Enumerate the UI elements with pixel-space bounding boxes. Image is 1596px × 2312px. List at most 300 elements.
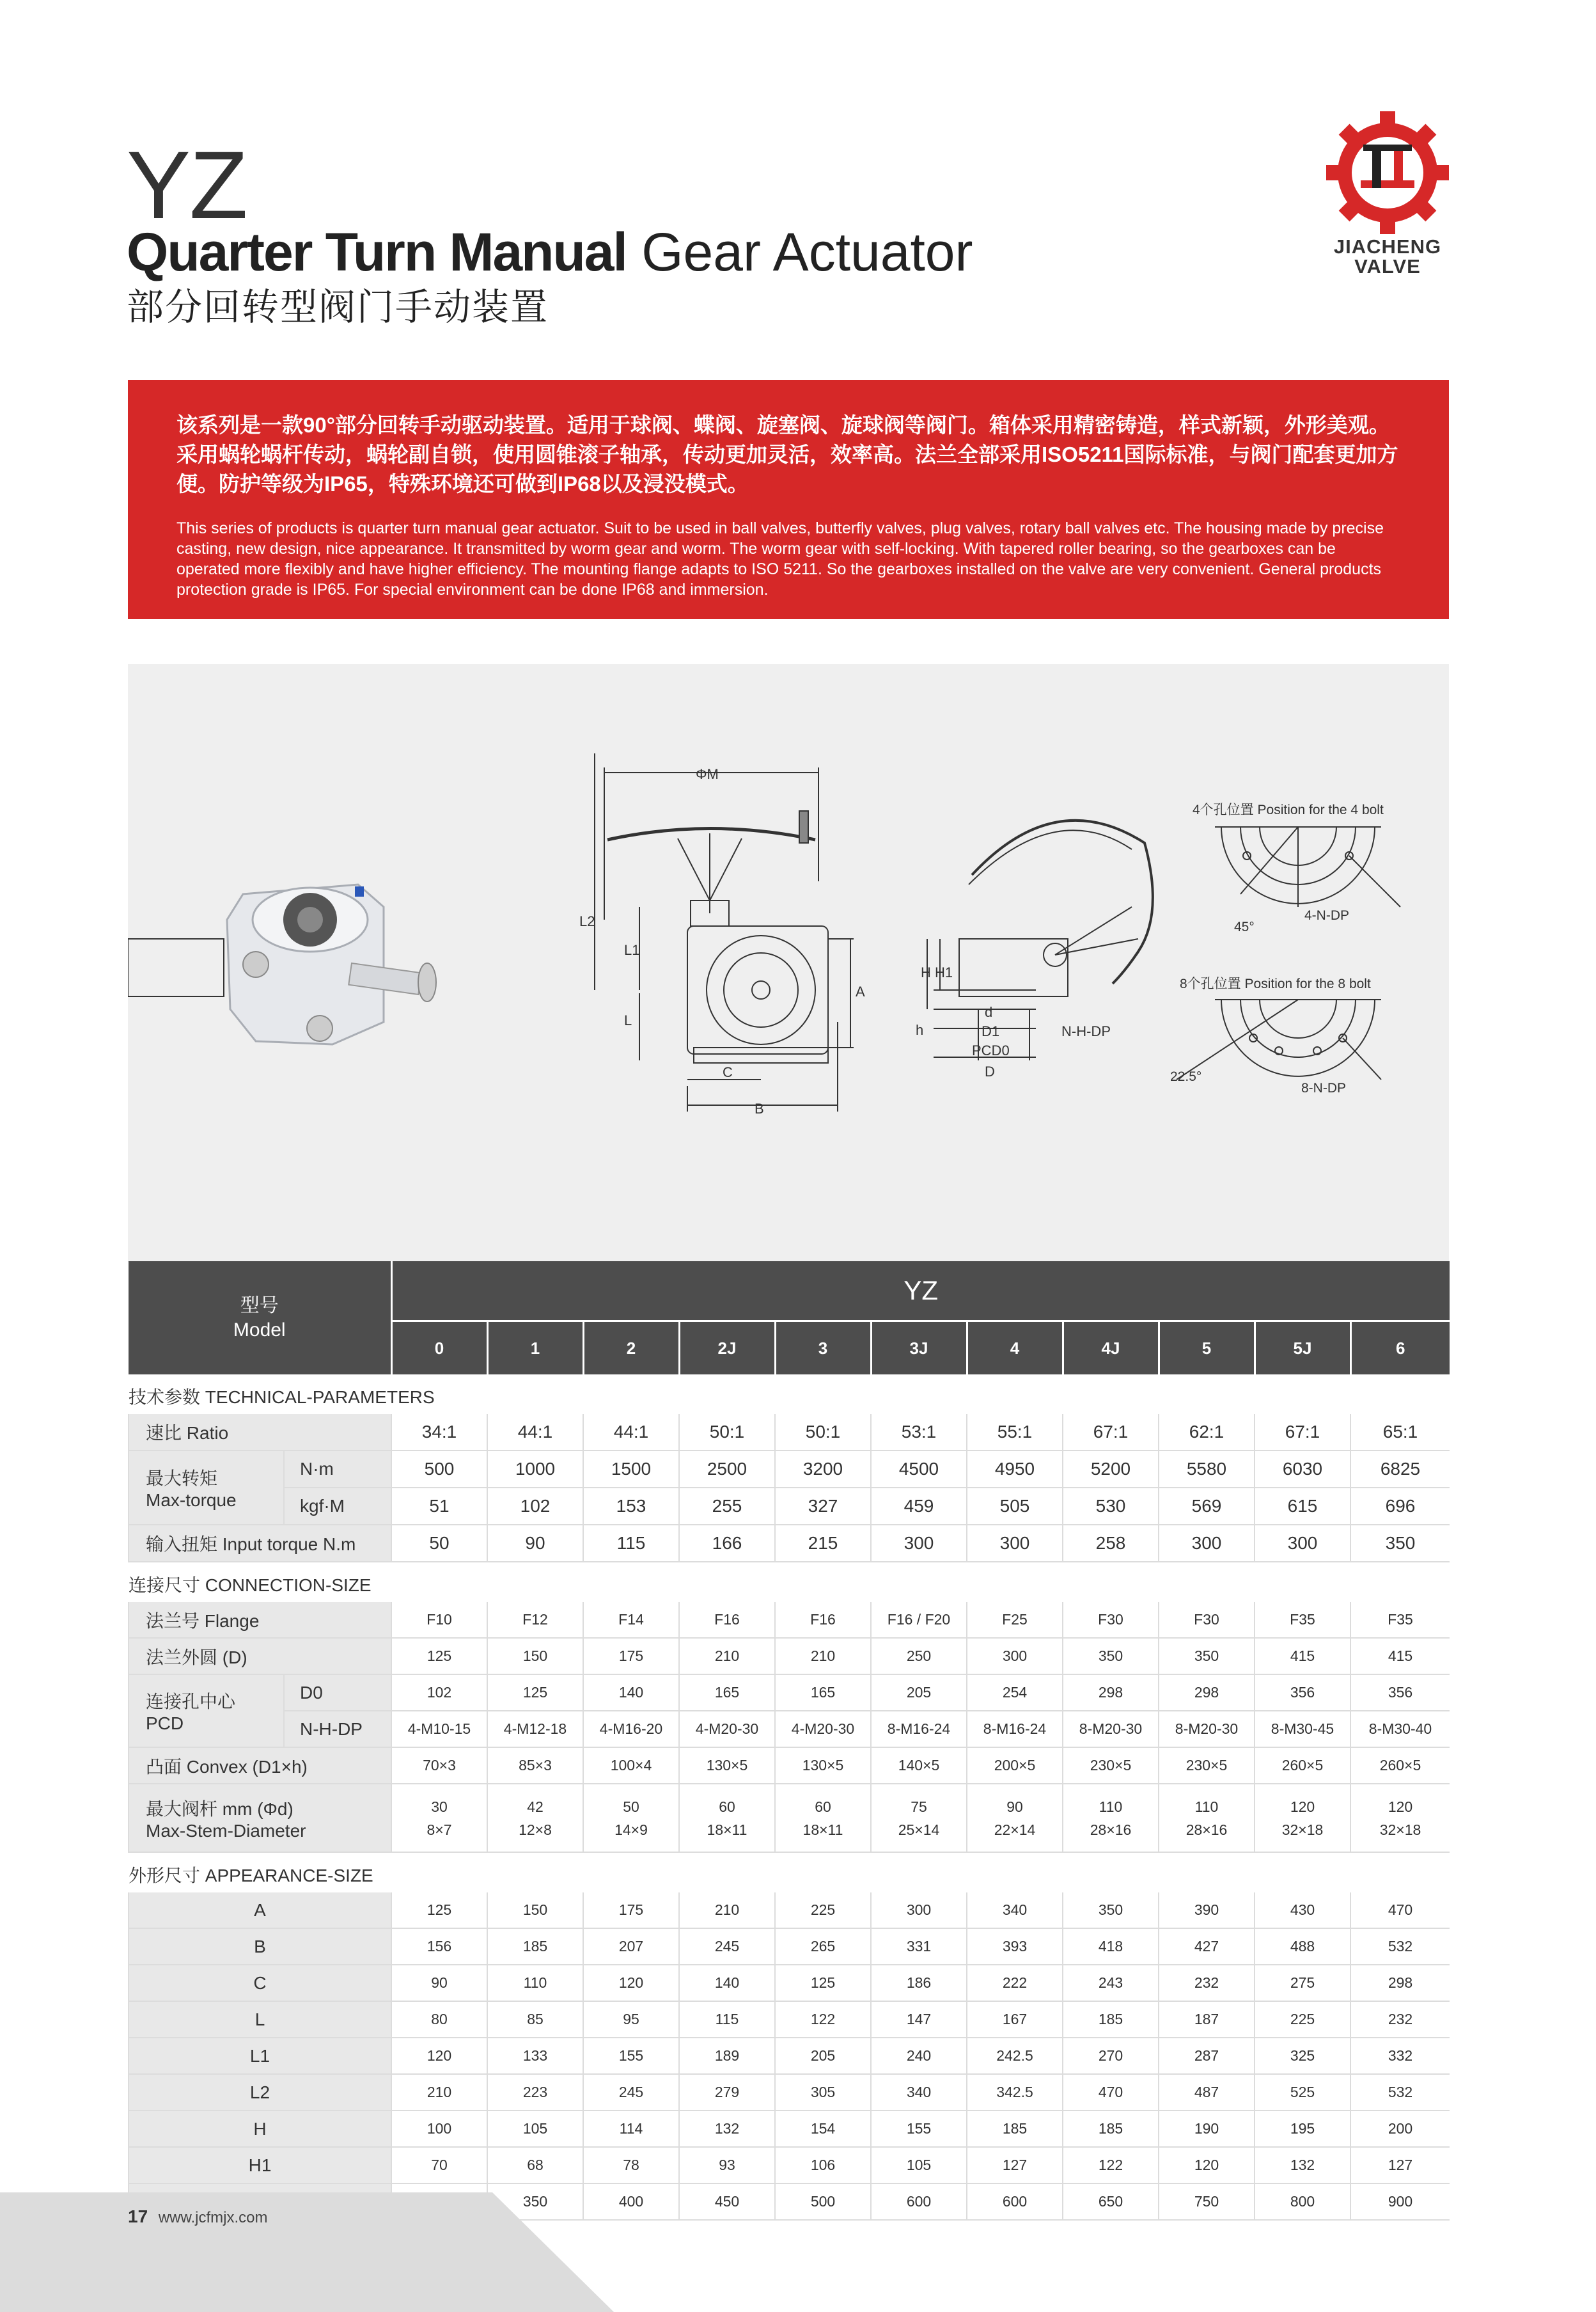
pcd-cn: 连接孔中心 [146, 1692, 236, 1711]
intro-box [128, 380, 1449, 619]
table-cell: 155 [583, 2038, 679, 2074]
spec-table [128, 1261, 1449, 2221]
table-cell: 300 [1159, 1525, 1255, 1562]
table-cell: 500 [775, 2183, 871, 2220]
unit-label: N·m [284, 1451, 391, 1488]
table-cell: 90 [391, 1965, 487, 2001]
row-max-torque-kgf [129, 1488, 1450, 1525]
row-appear [129, 2074, 1450, 2111]
row-label: 凸面 Convex (D1×h) [129, 1747, 391, 1784]
table-cell: 186 [871, 1965, 967, 2001]
table-cell: 175 [583, 1638, 679, 1674]
table-cell: 532 [1350, 1928, 1450, 1965]
table-cell: 140 [679, 1965, 775, 2001]
table-cell: 242.5 [967, 2038, 1063, 2074]
table-cell [1350, 1784, 1450, 1852]
table-cell: 115 [679, 2001, 775, 2038]
label-four-ndp: 4-N-DP [1304, 908, 1350, 923]
table-cell: 70×3 [391, 1747, 487, 1784]
gearbox-photo [227, 885, 436, 1044]
table-cell: 250 [871, 1638, 967, 1674]
table-cell: 122 [1063, 2147, 1159, 2183]
table-cell: 105 [487, 2111, 583, 2147]
company-logo [1324, 109, 1451, 278]
table-cell: F12 [487, 1602, 583, 1638]
table-cell: 532 [1350, 2074, 1450, 2111]
table-cell: 505 [967, 1488, 1063, 1525]
row-label [129, 1784, 391, 1852]
table-cell: 260×5 [1255, 1747, 1350, 1784]
row-flange-od [129, 1638, 1450, 1674]
label-d1: D1 [982, 1023, 1000, 1039]
table-cell: 100 [391, 2111, 487, 2147]
row-max-stem [129, 1784, 1450, 1852]
table-cell: 600 [967, 2183, 1063, 2220]
row-label [129, 1674, 284, 1747]
col-header: 3J [871, 1321, 967, 1375]
row-label [129, 1451, 284, 1525]
stem-diameter: 42 [527, 1798, 544, 1815]
table-cell: 200×5 [967, 1747, 1063, 1784]
table-cell: 450 [679, 2183, 775, 2220]
table-cell: 210 [391, 2074, 487, 2111]
table-cell: 127 [1350, 2147, 1450, 2183]
footer [128, 2206, 268, 2227]
table-cell: 222 [967, 1965, 1063, 2001]
intro-cn: 该系列是一款90°部分回转手动驱动装置。适用于球阀、蝶阀、旋塞阀、旋球阀等阀门。箱体采用精密铸造，样式新颖，外形美观。采用蜗轮蜗杆传动，蜗轮副自锁，使用圆锥滚子轴承，传动更加灵活，效率高。法兰全部采用ISO5211国际标准，与阀门配套更加方便。防护等级为IP65，特殊环境还可做到IP68以及浸没模式。 [176, 413, 1398, 496]
product-figure [128, 664, 1449, 1262]
table-cell: 8-M20-30 [1159, 1711, 1255, 1747]
product-title-cn: 部分回转型阀门手动装置 [127, 287, 549, 328]
table-cell: 245 [583, 2074, 679, 2111]
side-view [595, 753, 854, 1112]
table-cell: 120 [583, 1965, 679, 2001]
table-cell: 155 [871, 2111, 967, 2147]
table-cell: 4-M20-30 [679, 1711, 775, 1747]
label-d-big: D [985, 1064, 995, 1080]
table-cell: 133 [487, 2038, 583, 2074]
table-cell: 300 [871, 1892, 967, 1928]
table-cell: 154 [775, 2111, 871, 2147]
table-cell: 300 [967, 1525, 1063, 1562]
table-cell: 5580 [1159, 1451, 1255, 1488]
table-cell: F30 [1063, 1602, 1159, 1638]
col-header: 4 [967, 1321, 1063, 1375]
label-l2: L2 [579, 913, 595, 929]
table-cell [1063, 1784, 1159, 1852]
table-cell: 2500 [679, 1451, 775, 1488]
table-cell: 125 [775, 1965, 871, 2001]
table-cell: 85×3 [487, 1747, 583, 1784]
table-cell: 8-M20-30 [1063, 1711, 1159, 1747]
table-cell: 415 [1350, 1638, 1450, 1674]
stem-key: 18×11 [707, 1821, 747, 1838]
stem-key: 25×14 [898, 1821, 940, 1838]
table-cell: 3200 [775, 1451, 871, 1488]
label-b: B [755, 1101, 764, 1117]
table-cell [1159, 1784, 1255, 1852]
table-cell: 44:1 [487, 1414, 583, 1451]
table-cell: 298 [1063, 1674, 1159, 1711]
table-cell [487, 1784, 583, 1852]
table-cell: 132 [679, 2111, 775, 2147]
table-cell [679, 1784, 775, 1852]
section-tech: 技术参数 TECHNICAL-PARAMETERS [129, 1374, 1450, 1414]
logo-line1: JIACHENG [1333, 235, 1442, 258]
row-appear [129, 1965, 1450, 2001]
table-cell: 225 [1255, 2001, 1350, 2038]
table-cell: 243 [1063, 1965, 1159, 2001]
table-cell: 487 [1159, 2074, 1255, 2111]
table-cell: 418 [1063, 1928, 1159, 1965]
table-cell [775, 1784, 871, 1852]
table-cell: 340 [871, 2074, 967, 2111]
table-cell: 62:1 [1159, 1414, 1255, 1451]
row-label: L [129, 2001, 391, 2038]
table-cell: 185 [967, 2111, 1063, 2147]
table-cell: 300 [871, 1525, 967, 1562]
table-cell: 115 [583, 1525, 679, 1562]
table-cell: 166 [679, 1525, 775, 1562]
label-h1: H1 [935, 964, 953, 980]
stem-diameter: 75 [911, 1798, 927, 1815]
table-cell: 225 [775, 1892, 871, 1928]
label-four-bolt: 4个孔位置 Position for the 4 bolt [1193, 803, 1384, 817]
table-cell: 85 [487, 2001, 583, 2038]
table-cell: 245 [679, 1928, 775, 1965]
table-cell: 127 [967, 2147, 1063, 2183]
model-header [129, 1261, 391, 1374]
stem-diameter: 120 [1388, 1798, 1413, 1815]
table-cell: 80 [391, 2001, 487, 2038]
table-cell: 8-M30-40 [1350, 1711, 1450, 1747]
table-cell: F35 [1350, 1602, 1450, 1638]
label-a: A [856, 984, 865, 1000]
row-input-torque [129, 1525, 1450, 1562]
table-cell: 50:1 [679, 1414, 775, 1451]
table-cell: 200 [1350, 2111, 1450, 2147]
table-cell: 600 [871, 2183, 967, 2220]
table-cell: 167 [967, 2001, 1063, 2038]
table-cell: 68 [487, 2147, 583, 2183]
col-header: 4J [1063, 1321, 1159, 1375]
table-cell: 67:1 [1063, 1414, 1159, 1451]
label-angle225: 22.5° [1170, 1069, 1202, 1084]
table-cell: 120 [1159, 2147, 1255, 2183]
table-cell: F16 [775, 1602, 871, 1638]
table-cell: 350 [487, 2183, 583, 2220]
table-cell: 210 [679, 1638, 775, 1674]
stem-key: 28×16 [1090, 1821, 1132, 1838]
label-h-small: h [916, 1022, 924, 1038]
table-cell: 106 [775, 2147, 871, 2183]
row-pcd-d0 [129, 1674, 1450, 1711]
table-cell: 298 [1159, 1674, 1255, 1711]
table-cell: 55:1 [967, 1414, 1063, 1451]
row-label: 法兰外圆 (D) [129, 1638, 391, 1674]
table-cell: F14 [583, 1602, 679, 1638]
col-header: 2J [679, 1321, 775, 1375]
row-label: 输入扭矩 Input torque N.m [129, 1525, 391, 1562]
model-cn: 型号 [240, 1294, 279, 1316]
table-cell: 530 [1063, 1488, 1159, 1525]
table-cell: 125 [391, 1892, 487, 1928]
table-cell [391, 1784, 487, 1852]
row-flange [129, 1602, 1450, 1638]
table-cell: 415 [1255, 1638, 1350, 1674]
table-cell: 130×5 [679, 1747, 775, 1784]
table-cell: 4-M12-18 [487, 1711, 583, 1747]
row-convex [129, 1747, 1450, 1784]
table-cell: 650 [1063, 2183, 1159, 2220]
table-cell: 400 [583, 2183, 679, 2220]
table-cell: 342.5 [967, 2074, 1063, 2111]
table-cell: 189 [679, 2038, 775, 2074]
max-stem-cn: 最大阀杆 mm (Φd) [146, 1798, 293, 1819]
table-cell: 305 [775, 2074, 871, 2111]
max-torque-cn: 最大转矩 [146, 1468, 218, 1488]
table-cell: 215 [775, 1525, 871, 1562]
stem-diameter: 60 [719, 1798, 735, 1815]
stem-key: 8×7 [426, 1821, 452, 1838]
stem-diameter: 90 [1006, 1798, 1023, 1815]
table-cell: 140×5 [871, 1747, 967, 1784]
table-cell: F16 / F20 [871, 1602, 967, 1638]
table-cell: 230×5 [1063, 1747, 1159, 1784]
table-cell: F35 [1255, 1602, 1350, 1638]
footer-band [0, 2192, 614, 2312]
table-cell: 356 [1255, 1674, 1350, 1711]
table-cell: 223 [487, 2074, 583, 2111]
stem-diameter: 110 [1099, 1798, 1123, 1815]
table-cell: 270 [1063, 2038, 1159, 2074]
row-label: H1 [129, 2147, 391, 2183]
unit-label: D0 [284, 1674, 391, 1711]
stem-diameter: 120 [1290, 1798, 1315, 1815]
table-cell: 102 [391, 1674, 487, 1711]
table-cell: 750 [1159, 2183, 1255, 2220]
title-bold: Quarter Turn Manual [127, 222, 627, 282]
table-cell: 300 [967, 1638, 1063, 1674]
table-cell: 132 [1255, 2147, 1350, 2183]
table-cell [871, 1784, 967, 1852]
table-cell: F30 [1159, 1602, 1255, 1638]
stem-key: 14×9 [614, 1821, 648, 1838]
table-cell: 356 [1350, 1674, 1450, 1711]
col-header: 5 [1159, 1321, 1255, 1375]
table-cell: 53:1 [871, 1414, 967, 1451]
stem-diameter: 60 [815, 1798, 831, 1815]
stem-key: 18×11 [802, 1821, 843, 1838]
table-cell: 232 [1350, 2001, 1450, 2038]
row-label: 法兰号 Flange [129, 1602, 391, 1638]
table-cell: 6825 [1350, 1451, 1450, 1488]
table-cell: 470 [1350, 1892, 1450, 1928]
unit-label: N-H-DP [284, 1711, 391, 1747]
series-header: YZ [391, 1261, 1450, 1321]
stem-key: 32×18 [1379, 1821, 1421, 1838]
row-label: 速比 Ratio [129, 1414, 391, 1451]
stem-key: 22×14 [994, 1821, 1036, 1838]
table-cell: 34:1 [391, 1414, 487, 1451]
row-appear [129, 2001, 1450, 2038]
label-eight-ndp: 8-N-DP [1301, 1081, 1347, 1096]
section-appear: 外形尺寸 APPEARANCE-SIZE [129, 1852, 1450, 1892]
table-cell: 4-M20-30 [775, 1711, 871, 1747]
unit-label: kgf·M [284, 1488, 391, 1525]
table-cell: 70 [391, 2147, 487, 2183]
table-cell: 153 [583, 1488, 679, 1525]
table-cell: 185 [487, 1928, 583, 1965]
col-header: 5J [1255, 1321, 1350, 1375]
table-cell: 65:1 [1350, 1414, 1450, 1451]
table-cell: 4500 [871, 1451, 967, 1488]
table-cell: 78 [583, 2147, 679, 2183]
stem-diameter: 50 [623, 1798, 639, 1815]
table-cell: 1500 [583, 1451, 679, 1488]
table-cell: 500 [391, 1451, 487, 1488]
label-c: C [723, 1064, 733, 1080]
table-cell: 5200 [1063, 1451, 1159, 1488]
table-cell: 90 [487, 1525, 583, 1562]
table-cell: 265 [775, 1928, 871, 1965]
table-cell: 8-M30-45 [1255, 1711, 1350, 1747]
series-title: YZ [127, 131, 247, 239]
table-cell: 125 [391, 1638, 487, 1674]
table-cell: 430 [1255, 1892, 1350, 1928]
table-cell [1255, 1784, 1350, 1852]
table-cell: 240 [871, 2038, 967, 2074]
row-label: B [129, 1928, 391, 1965]
logo-line2: VALVE [1354, 255, 1421, 278]
table-cell: 44:1 [583, 1414, 679, 1451]
stem-diameter: 30 [431, 1798, 448, 1815]
stem-key: 28×16 [1185, 1821, 1228, 1838]
table-cell: 190 [1159, 2111, 1255, 2147]
table-cell: 4-M10-15 [391, 1711, 487, 1747]
table-cell: 165 [679, 1674, 775, 1711]
row-appear [129, 2147, 1450, 2183]
table-cell: 95 [583, 2001, 679, 2038]
table-cell: 6030 [1255, 1451, 1350, 1488]
website-url: www.jcfmjx.com [158, 2209, 268, 2226]
table-cell: 331 [871, 1928, 967, 1965]
row-appear [129, 2111, 1450, 2147]
row-appear [129, 1892, 1450, 1928]
table-cell: 254 [967, 1674, 1063, 1711]
row-pcd-nhdp [129, 1711, 1450, 1747]
table-cell: 525 [1255, 2074, 1350, 2111]
table-cell: 150 [487, 1638, 583, 1674]
table-cell: 350 [1063, 1892, 1159, 1928]
table-cell: 470 [1063, 2074, 1159, 2111]
table-cell: 287 [1159, 2038, 1255, 2074]
table-cell: F16 [679, 1602, 775, 1638]
table-cell: 130×5 [775, 1747, 871, 1784]
technical-drawing [128, 664, 1449, 1262]
table-cell: 260×5 [1350, 1747, 1450, 1784]
table-cell: 275 [1255, 1965, 1350, 2001]
intro-en: This series of products is quarter turn manual gear actuator. Suit to be used in ball valves, butterfly valves, plug valves, rotary ball valves etc. The housing made by precise casting, new design, nice appearance. It transmitted by worm gear and worm. The worm gear with self-locking. With tapered roller bearing, so the gearboxes can be operated more flexibly and have higher efficiency. The mounting flange adapts to ISO 5211. So the gearboxes installed on the valve are very convenient. General products protection grade is IP65. For special environment can be done IP68 and immersion. [176, 519, 1384, 599]
gear-logo-icon [1324, 109, 1451, 237]
table-cell: 120 [391, 2038, 487, 2074]
table-cell [967, 1784, 1063, 1852]
table-cell: 390 [1159, 1892, 1255, 1928]
table-cell: 205 [775, 2038, 871, 2074]
stem-diameter: 110 [1194, 1798, 1219, 1815]
table-cell: 187 [1159, 2001, 1255, 2038]
max-torque-en: Max-torque [146, 1490, 237, 1510]
table-cell: 175 [583, 1892, 679, 1928]
table-cell: 350 [1159, 1638, 1255, 1674]
table-cell: 298 [1350, 1965, 1450, 2001]
col-header: 2 [583, 1321, 679, 1375]
model-en: Model [233, 1319, 286, 1341]
table-cell: 50:1 [775, 1414, 871, 1451]
label-h: H [921, 964, 931, 980]
table-cell: 147 [871, 2001, 967, 2038]
label-l: L [624, 1012, 632, 1028]
title-light: Gear Actuator [641, 222, 973, 282]
row-max-torque-nm [129, 1451, 1450, 1488]
table-cell: 459 [871, 1488, 967, 1525]
table-cell: 100×4 [583, 1747, 679, 1784]
col-header: 6 [1350, 1321, 1450, 1375]
table-cell: 427 [1159, 1928, 1255, 1965]
row-appear [129, 2038, 1450, 2074]
table-cell: 255 [679, 1488, 775, 1525]
bolt-diagrams [1177, 827, 1400, 1080]
table-cell: 207 [583, 1928, 679, 1965]
row-ratio [129, 1414, 1450, 1451]
label-eight-bolt: 8个孔位置 Position for the 8 bolt [1180, 977, 1371, 991]
table-cell: 8-M16-24 [871, 1711, 967, 1747]
row-appear [129, 1928, 1450, 1965]
table-cell: 102 [487, 1488, 583, 1525]
table-cell: 350 [1350, 1525, 1450, 1562]
table-cell [583, 1784, 679, 1852]
table-cell: 569 [1159, 1488, 1255, 1525]
table-cell: 800 [1255, 2183, 1350, 2220]
table-cell: 114 [583, 2111, 679, 2147]
table-cell: 4-M16-20 [583, 1711, 679, 1747]
table-cell: 140 [583, 1674, 679, 1711]
table-cell: 210 [775, 1638, 871, 1674]
table-cell: 185 [1063, 2111, 1159, 2147]
label-d: d [985, 1004, 993, 1020]
section-conn: 连接尺寸 CONNECTION-SIZE [129, 1562, 1450, 1602]
table-cell: 105 [871, 2147, 967, 2183]
table-cell: 150 [487, 1892, 583, 1928]
table-cell: F25 [967, 1602, 1063, 1638]
table-cell: 51 [391, 1488, 487, 1525]
table-cell: 156 [391, 1928, 487, 1965]
table-cell: 93 [679, 2147, 775, 2183]
table-cell: 900 [1350, 2183, 1450, 2220]
table-cell: 210 [679, 1892, 775, 1928]
table-cell: 165 [775, 1674, 871, 1711]
table-cell: 125 [487, 1674, 583, 1711]
stem-key: 12×8 [519, 1821, 552, 1838]
table-cell: 8-M16-24 [967, 1711, 1063, 1747]
table-cell: 258 [1063, 1525, 1159, 1562]
page-number: 17 [128, 2206, 148, 2226]
table-cell: 50 [391, 1525, 487, 1562]
table-cell: 110 [487, 1965, 583, 2001]
label-nhdp: N-H-DP [1061, 1023, 1111, 1039]
table-cell: 230×5 [1159, 1747, 1255, 1784]
col-header: 3 [775, 1321, 871, 1375]
